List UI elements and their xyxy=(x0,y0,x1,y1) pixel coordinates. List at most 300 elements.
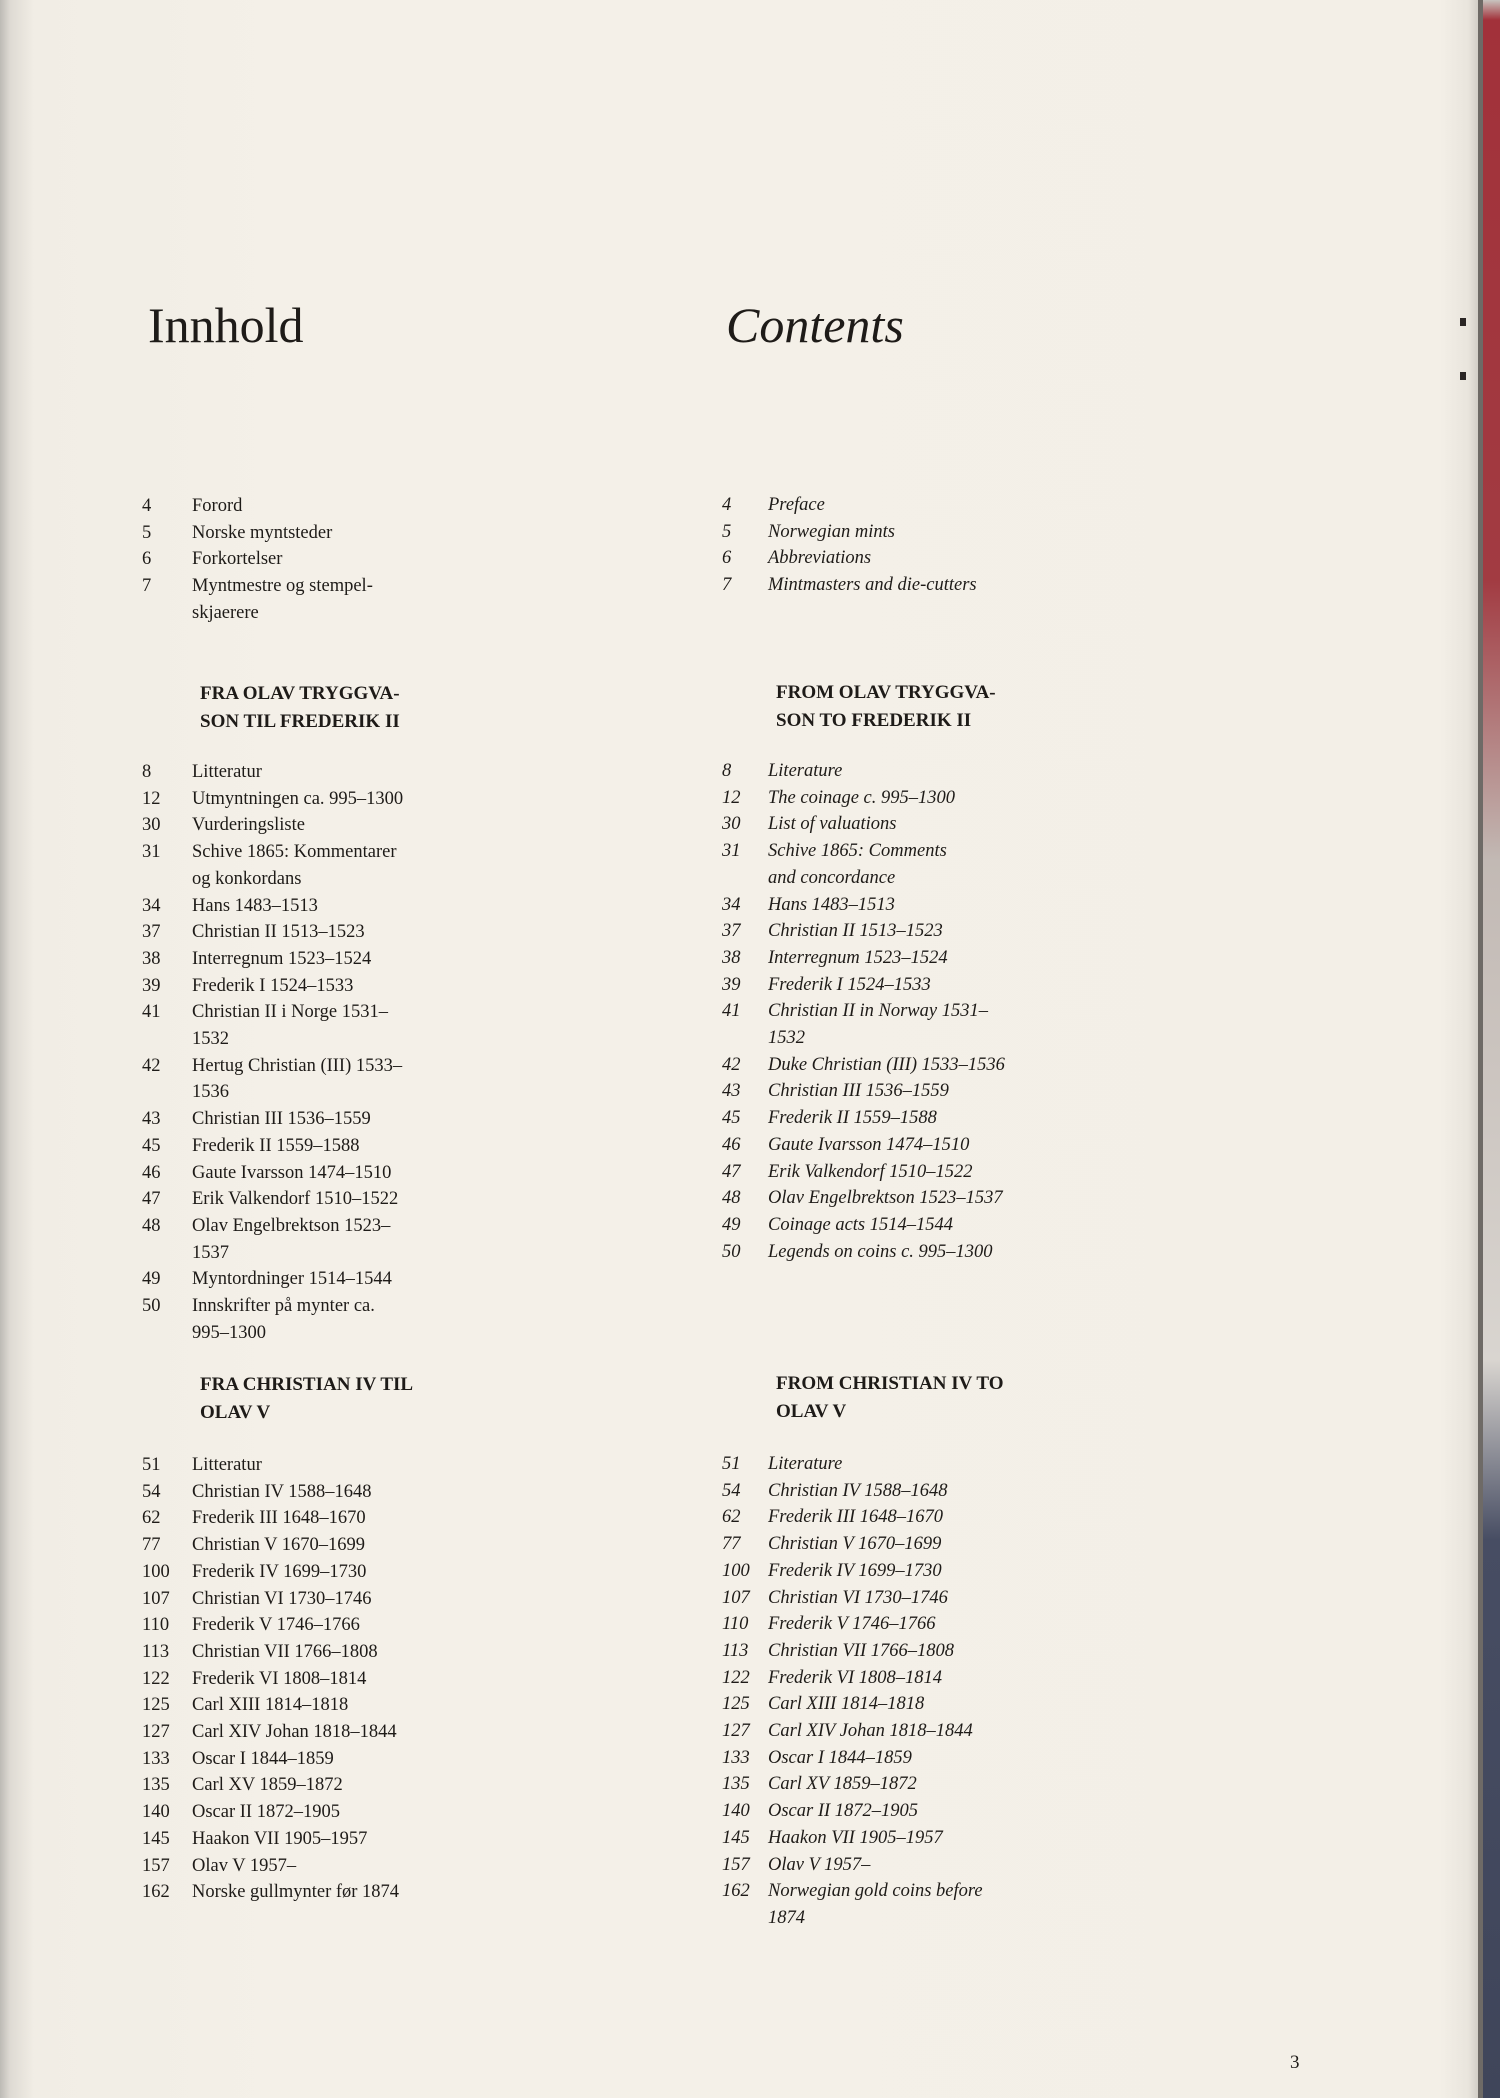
toc-title xyxy=(768,972,1346,999)
toc-title xyxy=(768,785,1346,812)
toc-entry xyxy=(722,811,1346,838)
toc-entry xyxy=(722,1185,1346,1212)
toc-entry xyxy=(722,972,1346,999)
toc-title xyxy=(192,919,628,946)
toc-entry xyxy=(142,546,628,573)
toc-title-line: Christian III 1536–1559 xyxy=(768,1081,949,1102)
toc-entry xyxy=(142,493,628,520)
toc-title-line: Gaute Ivarsson 1474–1510 xyxy=(192,1162,392,1183)
toc-page-number: 4 xyxy=(142,496,152,516)
toc-page-number: 46 xyxy=(722,1134,741,1155)
toc-title xyxy=(192,1452,628,1479)
toc-title-continuation: 1532 xyxy=(768,1028,805,1049)
toc-entry xyxy=(142,1106,628,1133)
toc-page-number: 122 xyxy=(722,1667,750,1688)
toc-page-number: 8 xyxy=(722,761,732,781)
english-section2-list xyxy=(722,1451,1346,1932)
toc-title xyxy=(192,1612,628,1639)
toc-entry xyxy=(722,1558,1346,1585)
toc-page-number: 125 xyxy=(722,1694,750,1715)
toc-title-line: Mintmasters and die-cutters xyxy=(768,575,977,596)
english-section2-title: FROM CHRISTIAN IV TO OLAV V xyxy=(776,1373,1004,1422)
toc-page-number: 45 xyxy=(722,1108,741,1129)
toc-entry xyxy=(142,1719,628,1746)
toc-entry xyxy=(142,1213,628,1266)
toc-title xyxy=(192,1186,628,1213)
toc-title xyxy=(768,945,1346,972)
toc-page-number: 4 xyxy=(722,495,732,515)
toc-title-continuation: 1874 xyxy=(768,1907,805,1928)
toc-title xyxy=(192,759,628,786)
toc-title-line: Interregnum 1523–1524 xyxy=(768,947,948,968)
toc-entry xyxy=(142,973,628,1000)
toc-title xyxy=(768,1718,1346,1745)
toc-page-number: 133 xyxy=(722,1747,750,1768)
toc-title-line: Norwegian mints xyxy=(768,521,895,542)
toc-entry xyxy=(142,1160,628,1187)
toc-entry xyxy=(722,1638,1346,1665)
toc-entry xyxy=(722,1665,1346,1692)
toc-entry xyxy=(142,1879,628,1906)
toc-title-line: Legends on coins c. 995–1300 xyxy=(768,1241,993,1262)
toc-entry xyxy=(142,759,628,786)
toc-entry xyxy=(722,1239,1346,1266)
toc-title xyxy=(768,1585,1346,1612)
toc-entry xyxy=(142,1799,628,1826)
toc-page-number: 127 xyxy=(142,1722,170,1743)
toc-title xyxy=(192,946,628,973)
page-number: 3 xyxy=(1290,2052,1300,2073)
toc-page-number: 38 xyxy=(722,947,741,968)
toc-title xyxy=(192,1160,628,1187)
toc-title-line: Olav V 1957– xyxy=(192,1855,297,1876)
toc-title-line: Frederik I 1524–1533 xyxy=(768,974,931,995)
norwegian-intro-list xyxy=(142,493,628,627)
toc-page-number: 125 xyxy=(142,1695,170,1716)
toc-title-line: Christian II i Norge 1531– xyxy=(192,1002,388,1023)
toc-entry xyxy=(142,1692,628,1719)
toc-title xyxy=(768,1771,1346,1798)
toc-entry xyxy=(722,1105,1346,1132)
toc-page-number: 100 xyxy=(142,1561,170,1582)
toc-title-line: Oscar II 1872–1905 xyxy=(768,1801,919,1822)
toc-title-line: Litteratur xyxy=(192,762,262,782)
toc-page-number: 162 xyxy=(142,1882,170,1903)
toc-entry xyxy=(142,999,628,1052)
toc-title-line: Frederik I 1524–1533 xyxy=(192,975,354,996)
toc-page-number: 135 xyxy=(722,1774,750,1795)
toc-page-number: 113 xyxy=(142,1641,170,1662)
toc-title-line: Erik Valkendorf 1510–1522 xyxy=(192,1189,399,1210)
toc-title xyxy=(192,1532,628,1559)
toc-entry xyxy=(142,1479,628,1506)
norwegian-heading: Innhold xyxy=(148,297,304,353)
toc-page-number: 157 xyxy=(142,1855,170,1876)
toc-title xyxy=(192,1586,628,1613)
toc-entry xyxy=(142,573,628,626)
toc-page-number: 51 xyxy=(722,1454,741,1474)
toc-page-number: 34 xyxy=(142,895,161,916)
toc-title xyxy=(768,892,1346,919)
toc-entry xyxy=(142,812,628,839)
toc-title xyxy=(768,1052,1346,1079)
toc-title-line: Frederik III 1648–1670 xyxy=(768,1507,944,1528)
toc-title xyxy=(768,838,1346,891)
toc-page-number: 42 xyxy=(142,1055,161,1076)
toc-entry xyxy=(722,519,1346,546)
toc-entry xyxy=(722,918,1346,945)
toc-title-line: Frederik II 1559–1588 xyxy=(192,1135,360,1156)
toc-entry xyxy=(142,1532,628,1559)
toc-title-line: Myntordninger 1514–1544 xyxy=(192,1269,392,1290)
toc-title-line: Christian V 1670–1699 xyxy=(192,1535,366,1556)
english-section1-title: FROM OLAV TRYGGVA- SON TO FREDERIK II xyxy=(776,682,996,731)
toc-title-line: Norske gullmynter før 1874 xyxy=(192,1882,400,1903)
norwegian-section1-list xyxy=(142,759,628,1346)
toc-title-line: Carl XIV Johan 1818–1844 xyxy=(192,1722,397,1743)
toc-entry xyxy=(722,998,1346,1051)
toc-title-line: Oscar I 1844–1859 xyxy=(192,1748,334,1769)
toc-page-number: 41 xyxy=(142,1002,161,1023)
toc-page-number: 122 xyxy=(142,1668,170,1689)
toc-title-line: Erik Valkendorf 1510–1522 xyxy=(768,1161,973,1182)
toc-title-line: Gaute Ivarsson 1474–1510 xyxy=(768,1134,970,1155)
toc-title-line: The coinage c. 995–1300 xyxy=(768,787,956,808)
toc-page-number: 140 xyxy=(722,1801,750,1822)
toc-title-line: Norwegian gold coins before xyxy=(768,1881,983,1902)
toc-title xyxy=(768,1478,1346,1505)
toc-title xyxy=(768,1825,1346,1852)
toc-page-number: 107 xyxy=(722,1587,750,1608)
toc-title xyxy=(768,1691,1346,1718)
toc-entry xyxy=(722,1798,1346,1825)
toc-entry xyxy=(722,1718,1346,1745)
toc-page-number: 162 xyxy=(722,1881,750,1902)
toc-title-line: Olav Engelbrektson 1523–1537 xyxy=(768,1188,1003,1209)
toc-title xyxy=(192,1719,628,1746)
toc-page-number: 48 xyxy=(142,1215,161,1236)
toc-title xyxy=(192,1106,628,1133)
toc-entry xyxy=(142,1186,628,1213)
english-intro-list xyxy=(722,492,1346,599)
toc-page-number: 77 xyxy=(722,1534,741,1555)
toc-page-number: 77 xyxy=(142,1535,161,1556)
toc-title xyxy=(768,519,1346,546)
toc-entry xyxy=(722,1852,1346,1879)
toc-title-line: Christian V 1670–1699 xyxy=(768,1534,942,1555)
toc-title-line: Christian III 1536–1559 xyxy=(192,1109,371,1130)
toc-title-line: Literature xyxy=(768,1454,843,1474)
toc-title-line: Frederik IV 1699–1730 xyxy=(768,1560,942,1581)
toc-title xyxy=(192,1213,628,1266)
toc-title-line: Christian VI 1730–1746 xyxy=(768,1587,948,1608)
toc-page-number: 43 xyxy=(142,1109,161,1130)
toc-title xyxy=(192,839,628,892)
toc-title xyxy=(768,1504,1346,1531)
toc-entry xyxy=(142,520,628,547)
toc-page-number: 39 xyxy=(722,974,741,995)
toc-entry xyxy=(142,1266,628,1293)
toc-entry xyxy=(142,786,628,813)
toc-title-line: Christian IV 1588–1648 xyxy=(768,1480,948,1501)
toc-page-number: 140 xyxy=(142,1802,170,1823)
toc-entry xyxy=(722,1159,1346,1186)
toc-title-line: Forord xyxy=(192,496,243,516)
toc-page-number: 5 xyxy=(722,521,732,542)
toc-entry xyxy=(142,839,628,892)
toc-page-number: 6 xyxy=(722,548,732,569)
toc-title xyxy=(768,811,1346,838)
toc-title-line: Frederik V 1746–1766 xyxy=(192,1615,360,1636)
toc-page-number: 31 xyxy=(142,842,161,863)
toc-title xyxy=(192,520,628,547)
toc-title xyxy=(192,1666,628,1693)
toc-title-line: Interregnum 1523–1524 xyxy=(192,948,372,969)
toc-title-line: Frederik VI 1808–1814 xyxy=(192,1668,367,1689)
toc-page-number: 62 xyxy=(142,1508,161,1529)
toc-title xyxy=(192,546,628,573)
toc-page-number: 42 xyxy=(722,1054,741,1075)
toc-title-line: Schive 1865: Kommentarer xyxy=(192,842,397,863)
toc-entry xyxy=(142,1612,628,1639)
toc-page-number: 135 xyxy=(142,1775,170,1796)
toc-title-line: Carl XV 1859–1872 xyxy=(192,1775,343,1796)
toc-title xyxy=(768,492,1346,519)
toc-entry xyxy=(142,919,628,946)
toc-page-number: 41 xyxy=(722,1001,741,1022)
toc-entry xyxy=(722,838,1346,891)
toc-title-line: Christian VI 1730–1746 xyxy=(192,1588,372,1609)
toc-page-number: 113 xyxy=(722,1640,749,1661)
toc-title-line: Frederik III 1648–1670 xyxy=(192,1508,366,1529)
norwegian-section2-list xyxy=(142,1452,628,1906)
toc-title xyxy=(192,1505,628,1532)
toc-title xyxy=(768,1611,1346,1638)
toc-title-line: Norske myntsteder xyxy=(192,522,333,543)
toc-entry xyxy=(142,946,628,973)
toc-title xyxy=(768,1878,1346,1931)
toc-entry xyxy=(722,1878,1346,1931)
toc-page-number: 110 xyxy=(142,1615,170,1636)
toc-title xyxy=(768,1105,1346,1132)
toc-title-continuation: 995–1300 xyxy=(192,1322,266,1343)
toc-page-number: 49 xyxy=(142,1269,161,1290)
toc-title xyxy=(768,918,1346,945)
toc-title-line: Frederik II 1559–1588 xyxy=(768,1108,937,1129)
toc-title-line: Oscar II 1872–1905 xyxy=(192,1802,340,1823)
toc-entry xyxy=(142,1586,628,1613)
toc-title-line: Oscar I 1844–1859 xyxy=(768,1747,912,1768)
toc-title xyxy=(192,1853,628,1880)
toc-page-number: 133 xyxy=(142,1748,170,1769)
toc-title xyxy=(192,893,628,920)
toc-entry xyxy=(142,1639,628,1666)
toc-title-line: Litteratur xyxy=(192,1455,262,1475)
toc-entry xyxy=(142,1133,628,1160)
toc-title xyxy=(768,1531,1346,1558)
toc-title xyxy=(192,1053,628,1106)
toc-page-number: 30 xyxy=(722,814,741,835)
toc-title-line: Forkortelser xyxy=(192,549,283,570)
toc-entry xyxy=(142,1053,628,1106)
toc-title-line: Christian II 1513–1523 xyxy=(768,921,943,942)
toc-title xyxy=(768,1745,1346,1772)
toc-title xyxy=(192,1746,628,1773)
toc-title-line: Frederik VI 1808–1814 xyxy=(768,1667,942,1688)
toc-title xyxy=(192,493,628,520)
toc-page-number: 110 xyxy=(722,1614,749,1635)
toc-entry xyxy=(722,785,1346,812)
toc-title-line: Myntmestre og stempel- xyxy=(192,576,373,597)
toc-title-line: Christian VII 1766–1808 xyxy=(192,1641,378,1662)
toc-title-line: Frederik V 1746–1766 xyxy=(768,1614,936,1635)
toc-page-number: 39 xyxy=(142,975,161,996)
toc-entry xyxy=(142,1826,628,1853)
toc-title xyxy=(768,1638,1346,1665)
toc-title-line: Olav Engelbrektson 1523– xyxy=(192,1215,391,1236)
toc-title xyxy=(192,1479,628,1506)
english-heading: Contents xyxy=(726,297,904,353)
toc-page-number: 31 xyxy=(722,841,741,862)
toc-page-number: 7 xyxy=(142,576,152,597)
toc-entry xyxy=(722,945,1346,972)
toc-title xyxy=(768,1451,1346,1478)
toc-entry xyxy=(722,758,1346,785)
toc-entry xyxy=(142,1452,628,1479)
toc-entry xyxy=(722,1078,1346,1105)
toc-title-line: Haakon VII 1905–1957 xyxy=(768,1827,943,1848)
toc-title-line: Hans 1483–1513 xyxy=(192,895,318,916)
toc-title xyxy=(192,973,628,1000)
toc-entry xyxy=(142,1505,628,1532)
toc-title xyxy=(768,572,1346,599)
toc-page-number: 45 xyxy=(142,1135,161,1156)
toc-title-line: Preface xyxy=(768,495,825,515)
toc-title-line: Utmyntningen ca. 995–1300 xyxy=(192,788,404,809)
toc-title-line: Carl XIV Johan 1818–1844 xyxy=(768,1721,973,1742)
toc-entry xyxy=(722,1771,1346,1798)
toc-title xyxy=(192,812,628,839)
toc-title xyxy=(192,1133,628,1160)
toc-entry xyxy=(722,1585,1346,1612)
norwegian-section1-title: FRA OLAV TRYGGVA- SON TIL FREDERIK II xyxy=(200,683,400,732)
toc-title xyxy=(192,1266,628,1293)
toc-page-number: 47 xyxy=(722,1161,741,1182)
toc-title xyxy=(192,1559,628,1586)
toc-page-number: 37 xyxy=(722,921,741,942)
toc-page-number: 48 xyxy=(722,1188,741,1209)
toc-title xyxy=(192,1799,628,1826)
toc-page-number: 47 xyxy=(142,1189,161,1210)
toc-entry xyxy=(722,1531,1346,1558)
toc-page-number: 43 xyxy=(722,1081,741,1102)
toc-title xyxy=(192,999,628,1052)
toc-title xyxy=(768,1078,1346,1105)
toc-title-line: Innskrifter på mynter ca. xyxy=(192,1296,375,1317)
toc-title xyxy=(768,1132,1346,1159)
toc-page-number: 100 xyxy=(722,1560,750,1581)
toc-title xyxy=(192,1826,628,1853)
toc-entry xyxy=(722,572,1346,599)
toc-title xyxy=(768,1665,1346,1692)
ink-mark xyxy=(1460,372,1466,380)
toc-title-line: List of valuations xyxy=(768,814,897,835)
toc-title-line: Christian VII 1766–1808 xyxy=(768,1640,955,1661)
toc-title xyxy=(192,573,628,626)
toc-title-line: Christian II in Norway 1531– xyxy=(768,1001,988,1022)
toc-title xyxy=(768,1212,1346,1239)
toc-page-number: 49 xyxy=(722,1214,741,1235)
toc-page-number: 6 xyxy=(142,549,152,570)
toc-title-line: Haakon VII 1905–1957 xyxy=(192,1828,368,1849)
toc-title xyxy=(192,1639,628,1666)
toc-title-continuation: skjaerere xyxy=(192,602,259,623)
ink-mark xyxy=(1460,318,1466,326)
next-page-edge xyxy=(1483,0,1500,2098)
norwegian-section2-title: FRA CHRISTIAN IV TIL OLAV V xyxy=(200,1374,414,1423)
toc-entry xyxy=(142,893,628,920)
toc-title-line: Hans 1483–1513 xyxy=(768,894,895,915)
toc-title xyxy=(768,1798,1346,1825)
toc-title xyxy=(768,1239,1346,1266)
toc-title xyxy=(768,1852,1346,1879)
toc-title xyxy=(768,1558,1346,1585)
toc-title-continuation: 1537 xyxy=(192,1242,229,1263)
toc-title-line: Olav V 1957– xyxy=(768,1854,871,1875)
toc-page-number: 127 xyxy=(722,1721,750,1742)
toc-title xyxy=(192,1692,628,1719)
toc-title xyxy=(192,786,628,813)
toc-entry xyxy=(722,1478,1346,1505)
toc-page-number: 5 xyxy=(142,522,152,543)
toc-page-number: 62 xyxy=(722,1507,741,1528)
toc-entry xyxy=(722,1451,1346,1478)
toc-title-line: Frederik IV 1699–1730 xyxy=(192,1561,367,1582)
toc-entry xyxy=(722,1745,1346,1772)
toc-title xyxy=(768,1159,1346,1186)
toc-page-number: 30 xyxy=(142,815,161,836)
toc-title-line: Coinage acts 1514–1544 xyxy=(768,1214,953,1235)
toc-title-line: Abbreviations xyxy=(768,548,872,569)
toc-title xyxy=(768,998,1346,1051)
toc-title-line: Duke Christian (III) 1533–1536 xyxy=(768,1054,1005,1075)
toc-page-number: 145 xyxy=(142,1828,170,1849)
toc-page-number: 37 xyxy=(142,922,161,943)
toc-title xyxy=(768,545,1346,572)
toc-entry xyxy=(722,492,1346,519)
toc-entry xyxy=(142,1559,628,1586)
toc-entry xyxy=(142,1666,628,1693)
toc-page-number: 12 xyxy=(722,787,741,808)
toc-title-continuation: 1536 xyxy=(192,1082,229,1103)
toc-page-number: 157 xyxy=(722,1854,750,1875)
toc-title-continuation: and concordance xyxy=(768,867,896,888)
toc-entry xyxy=(722,892,1346,919)
toc-title-line: Hertug Christian (III) 1533– xyxy=(192,1055,403,1076)
toc-entry xyxy=(722,545,1346,572)
toc-page-number: 50 xyxy=(142,1296,161,1317)
toc-title xyxy=(768,758,1346,785)
toc-title-continuation: 1532 xyxy=(192,1029,229,1050)
english-section1-list xyxy=(722,758,1346,1265)
toc-page-number: 107 xyxy=(142,1588,170,1609)
toc-title-line: Christian IV 1588–1648 xyxy=(192,1481,372,1502)
toc-page-number: 38 xyxy=(142,948,161,969)
toc-title-line: Literature xyxy=(768,761,843,781)
toc-title-line: Vurderingsliste xyxy=(192,815,305,836)
toc-title-continuation: og konkordans xyxy=(192,868,302,889)
toc-title xyxy=(768,1185,1346,1212)
